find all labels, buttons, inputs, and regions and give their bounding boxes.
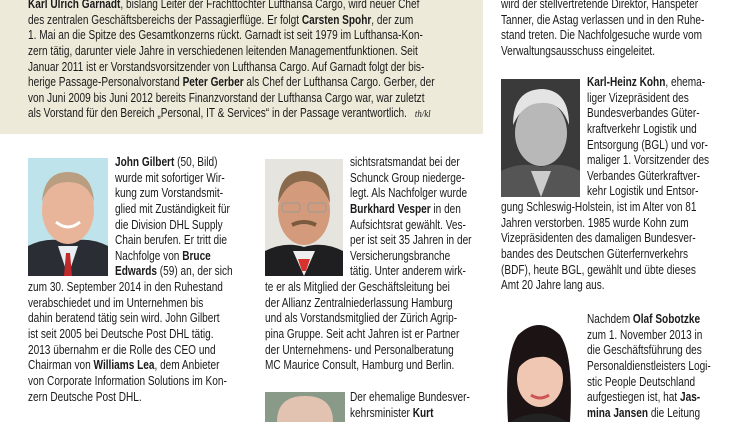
person-name: Carsten Spohr	[301, 12, 372, 27]
text-segment: 1. Mai an die Spitze des Gesamtkonzerns rückt. Garnadt ist seit 1979 im Lufthansa-Kon-	[28, 28, 423, 43]
text-segment: wurde mit sofortiger Wir-	[115, 170, 225, 185]
text-segment: kung zum Vorstandsmit-	[115, 186, 224, 201]
text-line	[115, 202, 244, 218]
text-line	[587, 169, 714, 185]
text-segment: tätig. Unter anderem wirk-	[350, 264, 466, 279]
text-line	[350, 171, 476, 187]
text-segment: in den	[430, 201, 461, 216]
text-line	[265, 296, 459, 312]
text-segment: Der ehemalige Bundesver-	[350, 390, 470, 404]
person-name: Kurt	[412, 405, 434, 420]
text-line	[28, 311, 227, 327]
person-name: Edwards	[115, 264, 157, 279]
text-segment: der Unternehmens- und Personalberatung	[265, 342, 454, 357]
text-segment: von Juni 2009 bis Juni 2012 bereits Finanzvorstand der Lufthansa Cargo war, war zuletzt	[28, 90, 425, 105]
text-line	[350, 218, 476, 234]
text-segment: Chain berufen. Er tritt die	[115, 233, 228, 248]
text-line	[28, 75, 435, 91]
text-line	[350, 390, 470, 406]
text-line	[587, 390, 711, 406]
text-line	[350, 233, 476, 249]
text-line	[28, 44, 435, 60]
article-burkhard-vesper	[265, 155, 508, 374]
text-line	[587, 343, 711, 359]
article-kurt	[265, 390, 500, 421]
text-segment: Chairman von	[28, 358, 94, 373]
text-line	[587, 375, 711, 391]
text-line	[350, 249, 476, 265]
text-segment: Jahren verstorben. 1985 wurde Kohn zum	[501, 215, 689, 230]
text-segment: Schunck Group niederge-	[350, 170, 465, 185]
text-line	[28, 296, 227, 312]
text-line	[265, 343, 459, 359]
person-name: Karl Ulrich Garnadt	[28, 0, 121, 11]
text-line	[501, 231, 696, 247]
text-line	[501, 247, 696, 263]
text-segment: zum 1. November 2013 in	[587, 327, 703, 342]
text-line	[350, 406, 470, 422]
text-segment: ist seit 2005 bei Deutsche Post DHL tätig.	[28, 327, 214, 342]
text-segment: aufgestiegen ist, hat	[587, 390, 680, 405]
text-line	[28, 13, 435, 29]
article-jasmina-jansen	[501, 312, 742, 421]
text-segment: (59) an, der sich	[157, 264, 233, 279]
text-segment: Versicherungsbranche	[350, 248, 451, 263]
text-segment: als Vorstand für den Bereich „Personal, IT & Services“ in der Passage verantwortlich.	[28, 106, 407, 121]
text-segment: (50, Bild)	[174, 155, 218, 169]
text-segment: zern tätig, darunter viele Jahre in verschiedenen leitenden Managementfunktionen. Seit	[28, 43, 418, 58]
text-segment: von Corporate Information Solutions im Kon-	[28, 373, 227, 388]
text-segment: gung Schleswig-Holstein, ist im Alter von 81	[501, 200, 697, 215]
text-line	[28, 327, 227, 343]
text-segment: , ehema-	[665, 75, 706, 89]
text-line	[265, 358, 459, 374]
text-segment: zum 30. September 2014 in den Ruhestand	[28, 280, 223, 295]
text-segment: Aufsichtsrat gewählt. Ves-	[350, 217, 466, 232]
text-line	[28, 358, 227, 374]
text-segment: kraftverkehr Logistik und	[587, 121, 697, 136]
text-segment: die Division DHL Supply	[115, 217, 223, 232]
person-name: Karl-Heinz Kohn	[587, 75, 666, 89]
text-segment: als Chef der Lufthansa Cargo. Gerber, der	[243, 75, 435, 90]
text-line	[350, 264, 476, 280]
person-name: Olaf Sobotzke	[632, 312, 701, 326]
text-segment: bandes des Deutschen Güterfernverkehrs	[501, 247, 689, 262]
text-segment: glied mit Zuständigkeit für	[115, 201, 230, 216]
text-segment: , der zum	[371, 12, 414, 27]
text-line	[350, 202, 476, 218]
text-line	[28, 390, 227, 406]
person-name: Bruce	[182, 248, 211, 263]
text-line	[587, 312, 711, 328]
person-name: mina Jansen	[587, 405, 649, 420]
person-name: John Gilbert	[115, 155, 175, 169]
text-line	[501, 44, 704, 60]
text-line	[587, 106, 714, 122]
text-line	[587, 406, 711, 422]
text-segment: Entsorgung (BGL) und vor-	[587, 137, 708, 152]
text-line	[115, 249, 244, 265]
text-line	[587, 122, 714, 138]
text-line	[28, 106, 435, 122]
text-segment: Amt 20 Jahre lang aus.	[501, 278, 605, 293]
text-line	[587, 184, 714, 200]
text-line	[28, 60, 435, 76]
text-segment: Vizepräsidenten des damaligen Bundesver-	[501, 231, 696, 246]
text-line	[28, 0, 435, 13]
text-line	[115, 264, 244, 280]
text-line	[115, 218, 244, 234]
text-segment: maliger 1. Vorsitzender des	[587, 153, 710, 168]
text-line	[115, 233, 244, 249]
text-segment: kehrsminister	[350, 405, 413, 420]
text-segment: pina Gruppe. Seit acht Jahren ist er Partner	[265, 327, 460, 342]
text-line	[28, 374, 227, 390]
text-line	[501, 278, 696, 294]
text-segment: und als Vorstandsmitglied der Zürich Agrip-	[265, 311, 458, 326]
person-name: Williams Lea	[93, 358, 155, 373]
text-line	[28, 28, 435, 44]
article-karl-heinz-kohn	[501, 75, 745, 294]
text-line	[501, 200, 696, 216]
text-segment: te er als Mitglied der Geschäftsleitung bei	[265, 280, 450, 295]
text-segment: Verbandes Güterkraftver-	[587, 168, 701, 183]
text-segment: die Leitung	[648, 405, 701, 420]
text-segment: liger Vizepräsident des	[587, 90, 689, 105]
text-segment: Personaldienstleisters Logi-	[587, 358, 711, 373]
text-segment: stic People Deutschland	[587, 374, 696, 389]
text-line	[28, 91, 435, 107]
text-line	[265, 280, 459, 296]
text-line	[587, 153, 714, 169]
text-segment: Nachfolge von	[115, 248, 183, 263]
text-line	[350, 155, 476, 171]
text-segment: 2013 übernahm er die Rolle des CEO und	[28, 342, 216, 357]
text-segment: legt. Als Nachfolger wurde	[350, 186, 468, 201]
text-line	[501, 216, 696, 232]
text-line	[265, 311, 459, 327]
article-tanner	[501, 0, 750, 60]
text-line	[587, 359, 711, 375]
text-segment: Tanner, die Astag verlassen und in den Ruhe-	[501, 12, 705, 27]
text-line	[501, 263, 696, 279]
person-name: Peter Gerber	[182, 75, 244, 90]
person-name: Jas-	[679, 390, 701, 405]
text-segment: zern Deutsche Post DHL.	[28, 389, 142, 404]
person-name: Burkhard Vesper	[350, 201, 431, 216]
text-segment: , dem Anbieter	[154, 358, 220, 373]
text-line	[587, 138, 714, 154]
text-line	[587, 91, 714, 107]
text-segment: die Geschäftsführung des	[587, 343, 702, 358]
text-line	[350, 186, 476, 202]
text-segment: Bundesverbandes Güter-	[587, 106, 700, 121]
text-segment: , bislang Leiter der Frachttochter Lufthansa Cargo, wird neuer Chef	[120, 0, 420, 11]
text-segment: des zentralen Geschäftsbereichs der Passagierflüge. Er folgt	[28, 12, 302, 27]
text-line	[28, 343, 227, 359]
text-line	[115, 186, 244, 202]
text-segment: stand treten. Die Nachfolgesuche wurde vom	[501, 28, 703, 43]
text-segment: sichtsratsmandat bei der	[350, 155, 460, 169]
text-segment: Nachdem	[587, 312, 633, 326]
text-line	[115, 155, 244, 171]
author-initials: th/kl	[414, 108, 431, 121]
text-segment: Verwaltungsausschuss eingeleitet.	[501, 43, 656, 58]
article-garnadt	[28, 0, 536, 122]
text-segment: per ist seit 35 Jahren in der	[350, 233, 472, 248]
text-segment: Januar 2011 ist er Vorstandsvorsitzender von Lufthansa Cargo. Auf Garnadt folgt der bis-	[28, 59, 425, 74]
text-line	[501, 13, 704, 29]
text-segment: MC Maurice Consult, Hamburg und Berlin.	[265, 358, 455, 373]
text-line	[501, 28, 704, 44]
text-line	[265, 327, 459, 343]
text-line	[587, 75, 714, 91]
text-segment: der Allianz Zentralniederlassung Hamburg	[265, 295, 453, 310]
text-segment: kehr Logistik und Entsor-	[587, 184, 699, 199]
text-segment: verabschiedet und im Unternehmen bis	[28, 295, 204, 310]
text-segment: dahin beratend tätig sein wird. John Gilbert	[28, 311, 220, 326]
text-line	[115, 171, 244, 187]
text-segment: (BDF), heute BGL, gewählt und übte dieses	[501, 262, 696, 277]
text-segment: herige Passage-Personalvorstand	[28, 75, 183, 90]
text-line	[587, 328, 711, 344]
text-segment: wird der stellvertretende Direktor, Hanspeter	[501, 0, 699, 11]
text-line	[28, 280, 227, 296]
text-line	[501, 0, 704, 13]
article-john-gilbert	[28, 155, 277, 405]
